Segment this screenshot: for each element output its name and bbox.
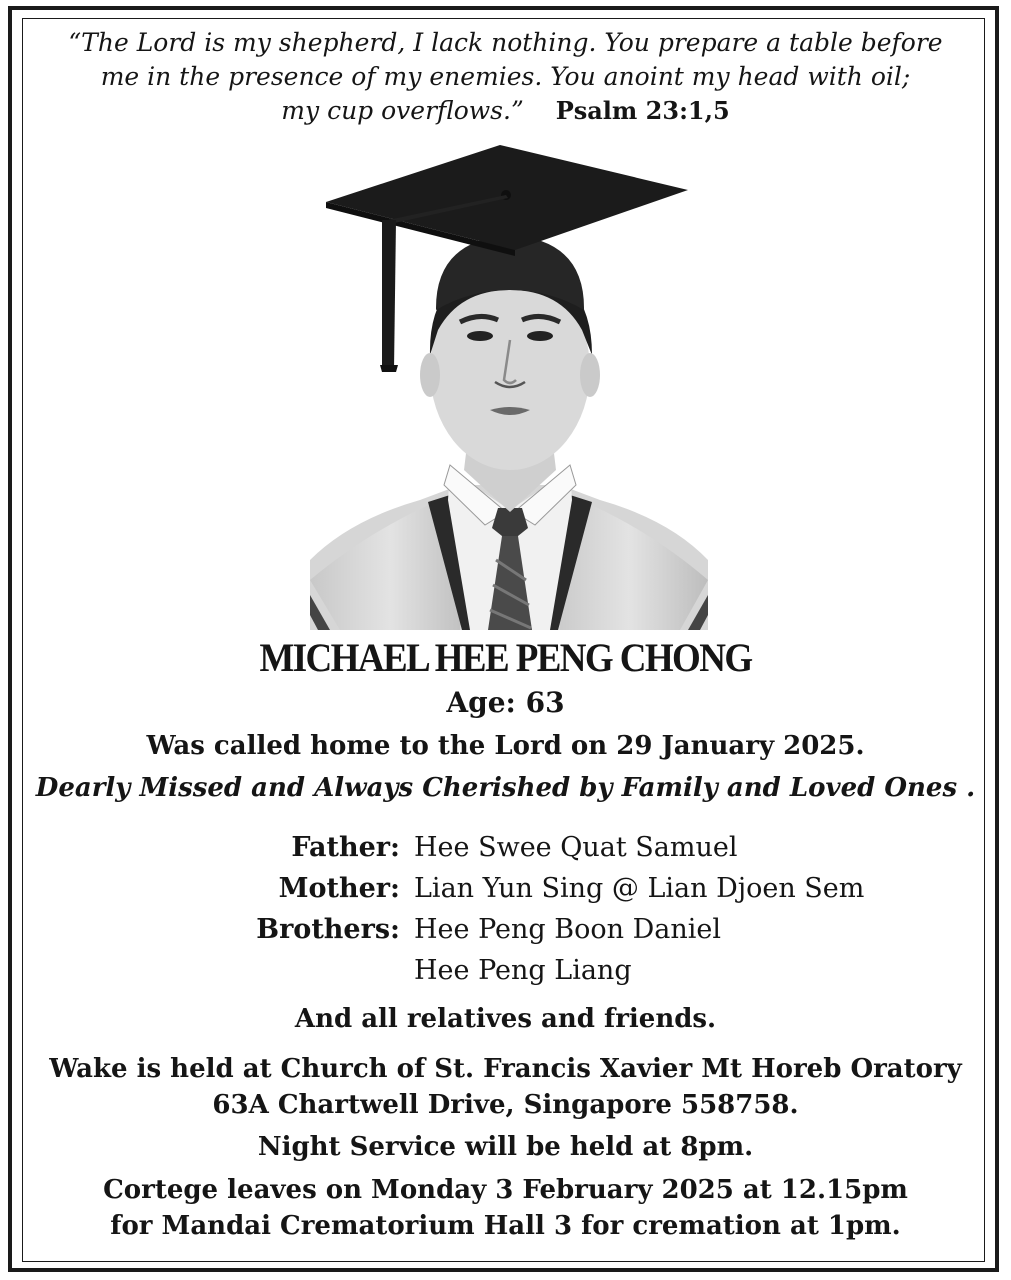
scripture-quote bbox=[40, 26, 971, 128]
family-list bbox=[0, 832, 1011, 996]
tribute-line: Dearly Missed and Always Cherished by Family and Loved Ones . bbox=[35, 773, 976, 803]
family-label: Brothers: bbox=[256, 914, 400, 945]
quote-line-3 bbox=[40, 94, 971, 128]
family-member-name: Lian Yun Sing @ Lian Djoen Sem bbox=[414, 873, 865, 904]
wake-location-line: Wake is held at Church of St. Francis Xavier Mt Horeb Oratory bbox=[49, 1054, 962, 1084]
family-row bbox=[0, 832, 1011, 873]
family-label: Mother: bbox=[278, 873, 400, 904]
family-label: Father: bbox=[291, 832, 400, 863]
deceased-name: MICHAEL HEE PENG CHONG bbox=[259, 636, 752, 681]
family-row bbox=[0, 914, 1011, 955]
night-service-line: Night Service will be held at 8pm. bbox=[257, 1132, 754, 1162]
age: Age: 63 bbox=[446, 686, 565, 719]
quote-line-3-text: my cup overflows.” bbox=[281, 96, 524, 125]
portrait-photo bbox=[310, 140, 708, 630]
cortege-line-1: Cortege leaves on Monday 3 February 2025 at 12.15pm bbox=[103, 1175, 908, 1205]
family-row bbox=[0, 873, 1011, 914]
cortege-line-2: for Mandai Crematorium Hall 3 for cremation at 1pm. bbox=[110, 1211, 901, 1241]
family-row bbox=[0, 955, 1011, 996]
called-home-line: Was called home to the Lord on 29 January 2025. bbox=[146, 731, 865, 761]
wake-address-line: 63A Chartwell Drive, Singapore 558758. bbox=[212, 1090, 799, 1120]
scripture-reference: Psalm 23:1,5 bbox=[555, 96, 730, 125]
relatives-line: And all relatives and friends. bbox=[294, 1004, 717, 1034]
family-member-name: Hee Peng Liang bbox=[414, 955, 632, 986]
family-member-name: Hee Swee Quat Samuel bbox=[414, 832, 738, 863]
quote-line-2: me in the presence of my enemies. You anoint my head with oil; bbox=[100, 62, 911, 91]
quote-line-1: “The Lord is my shepherd, I lack nothing. You prepare a table before bbox=[68, 28, 943, 57]
family-member-name: Hee Peng Boon Daniel bbox=[414, 914, 721, 945]
